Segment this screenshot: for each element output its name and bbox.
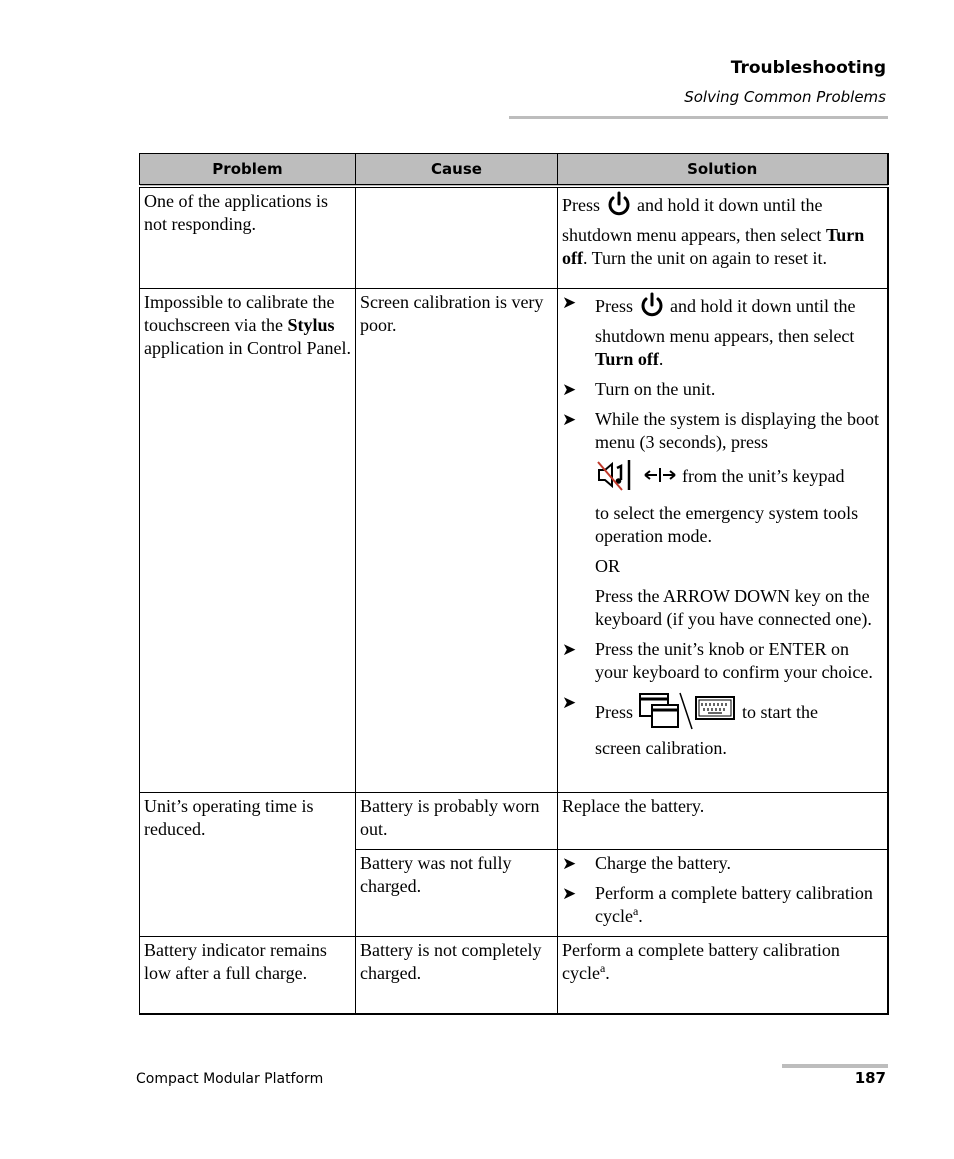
table-row bbox=[140, 792, 888, 849]
solution-step bbox=[562, 691, 883, 760]
step-text: . bbox=[658, 348, 664, 369]
turn-off-label: Turn off bbox=[562, 225, 865, 268]
step-text: from the unit’s keypad bbox=[682, 465, 845, 486]
solution-step bbox=[562, 638, 883, 684]
step-text: and hold it down until the shutdown menu appears, then select bbox=[595, 295, 856, 346]
step-text: Turn on the unit. bbox=[595, 378, 716, 399]
problem-cell: Unit’s operating time is reduced. bbox=[140, 792, 356, 936]
solution-text: . Turn the unit on again to reset it. bbox=[583, 248, 827, 268]
step-text: Press bbox=[595, 295, 634, 316]
solution-text: . bbox=[605, 962, 610, 983]
bullet-arrow-icon: ➤ bbox=[562, 379, 577, 399]
table-row bbox=[140, 288, 888, 792]
step-text: Press the unit’s knob or ENTER on your keyboard to confirm your choice. bbox=[595, 638, 873, 682]
cause-cell bbox=[356, 186, 558, 288]
column-header-problem: Problem bbox=[140, 154, 356, 187]
step-text: While the system is displaying the boot menu (3 seconds), press bbox=[595, 408, 879, 452]
solution-text: Perform a complete battery calibration cycle bbox=[562, 939, 840, 983]
column-header-solution: Solution bbox=[558, 154, 888, 187]
mute-key-icon bbox=[595, 458, 637, 498]
page-number: 187 bbox=[854, 1069, 886, 1087]
step-text: to start the bbox=[742, 701, 818, 722]
footer-product-name: Compact Modular Platform bbox=[136, 1071, 324, 1087]
insert-key-icon bbox=[642, 465, 678, 491]
table-header-row bbox=[140, 154, 888, 187]
bullet-arrow-icon: ➤ bbox=[562, 409, 577, 429]
table-row bbox=[140, 936, 888, 1014]
alternative-step: Press the ARROW DOWN key on the keyboard (if you have connected one). bbox=[595, 585, 872, 629]
bullet-arrow-icon: ➤ bbox=[562, 639, 577, 659]
solution-step bbox=[562, 408, 883, 548]
stylus-label: Stylus bbox=[287, 314, 335, 335]
solution-cell bbox=[558, 288, 888, 792]
page-header-subtitle: Solving Common Problems bbox=[684, 88, 886, 106]
solution-step bbox=[562, 378, 883, 401]
solution-cell: Replace the battery. bbox=[558, 792, 888, 849]
solution-text: and hold it down until the shutdown menu appears, then select bbox=[562, 195, 823, 245]
header-divider bbox=[509, 116, 888, 119]
windows-key-icon bbox=[638, 691, 738, 737]
solution-step bbox=[562, 882, 883, 928]
bullet-arrow-icon: ➤ bbox=[562, 692, 577, 712]
bullet-arrow-icon: ➤ bbox=[562, 292, 577, 312]
column-header-cause: Cause bbox=[356, 154, 558, 187]
solution-cell bbox=[558, 849, 888, 936]
problem-cell bbox=[140, 288, 356, 792]
table-row bbox=[140, 186, 888, 288]
power-icon bbox=[638, 291, 666, 325]
cause-cell: Battery is probably worn out. bbox=[356, 792, 558, 849]
solution-step bbox=[562, 852, 883, 875]
footer-divider bbox=[782, 1064, 888, 1068]
solution-cell bbox=[558, 936, 888, 1014]
or-separator: OR bbox=[595, 555, 621, 576]
problem-text: Impossible to calibrate the touchscreen via the bbox=[144, 291, 335, 335]
problem-cell: One of the applications is not responding. bbox=[140, 186, 356, 288]
bullet-arrow-icon: ➤ bbox=[562, 853, 577, 873]
step-text: Perform a complete battery calibration cycle bbox=[595, 882, 873, 926]
footnote-marker: a bbox=[632, 903, 639, 918]
troubleshooting-table bbox=[139, 153, 889, 1015]
step-text: Press bbox=[595, 701, 634, 722]
cause-cell: Screen calibration is very poor. bbox=[356, 288, 558, 792]
solution-step bbox=[562, 291, 883, 371]
step-text: screen calibration. bbox=[595, 737, 727, 758]
turn-off-label: Turn off bbox=[595, 348, 659, 369]
bullet-arrow-icon: ➤ bbox=[562, 883, 577, 903]
problem-text: application in Control Panel. bbox=[144, 337, 351, 358]
footnote-marker: a bbox=[599, 960, 606, 975]
page-header-title: Troubleshooting bbox=[730, 58, 886, 78]
step-text: . bbox=[638, 905, 643, 926]
solution-cell bbox=[558, 186, 888, 288]
solution-text: Press bbox=[562, 195, 601, 216]
cause-cell: Battery is not completely charged. bbox=[356, 936, 558, 1014]
cause-cell: Battery was not fully charged. bbox=[356, 849, 558, 936]
step-text: to select the emergency system tools operation mode. bbox=[595, 502, 859, 546]
problem-cell: Battery indicator remains low after a full charge. bbox=[140, 936, 356, 1014]
step-text: Charge the battery. bbox=[595, 852, 731, 873]
power-icon bbox=[605, 190, 633, 224]
